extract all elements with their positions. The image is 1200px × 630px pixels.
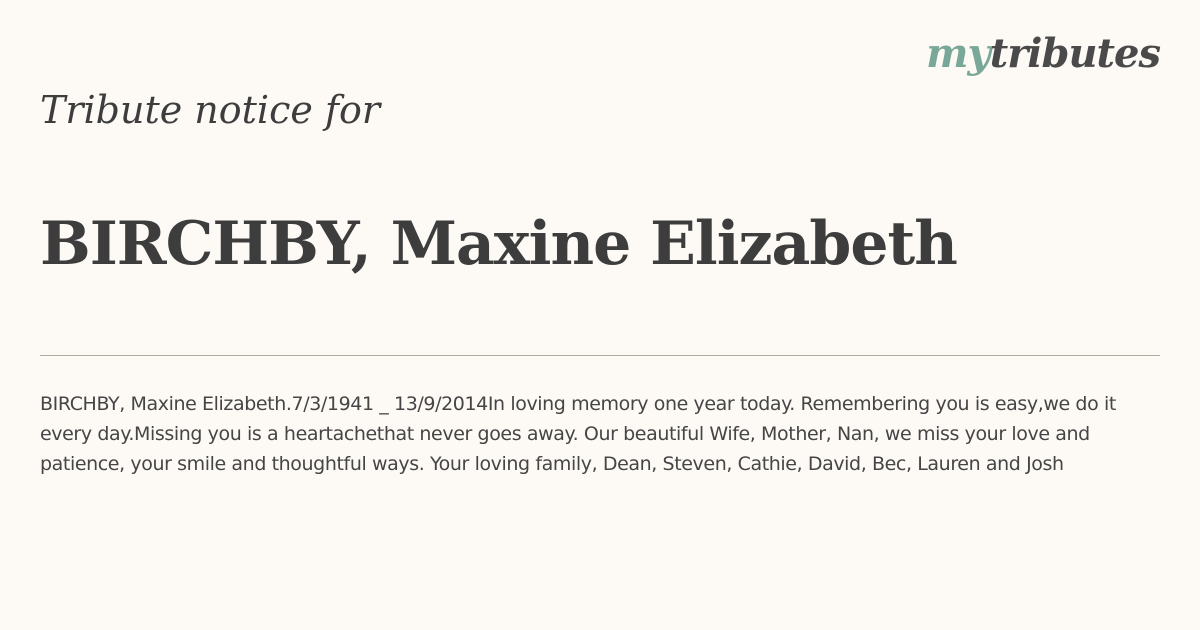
logo-my-text: my: [926, 30, 990, 77]
deceased-name: BIRCHBY, Maxine Elizabeth: [40, 209, 957, 279]
section-divider: [40, 355, 1160, 356]
mytributes-logo[interactable]: [926, 30, 1160, 77]
logo-tributes-text: tributes: [989, 30, 1160, 77]
notice-text: BIRCHBY, Maxine Elizabeth.7/3/1941 _ 13/9/2014In loving memory one year today. Remembering you is easy,we do it every day.Missing you is a heartachethat never goes away. Our beautiful Wife, Mother, Nan, we miss your love and patience, your smile and thoughtful ways. Your loving family, Dean, Steven, Cathie, David, Bec, Lauren and Josh: [40, 393, 1116, 475]
tribute-notice-kicker: Tribute notice for: [40, 88, 381, 132]
